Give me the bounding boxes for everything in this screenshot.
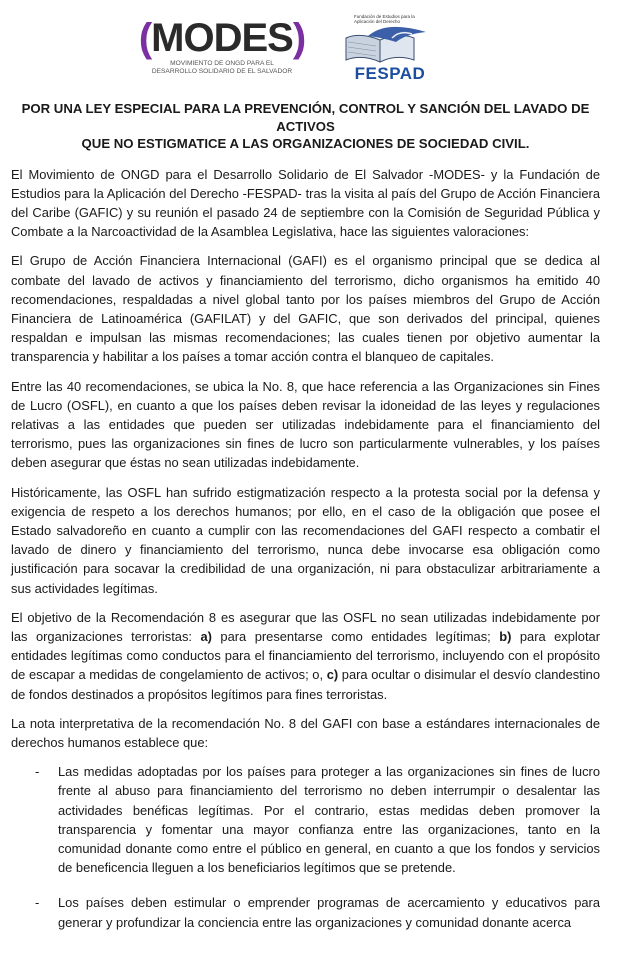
modes-logo	[138, 16, 306, 80]
bullet-text: Las medidas adoptadas por los países para proteger a las organizaciones sin fines de lucro frente al abuso para financiamiento del terrorismo no deben interrumpir o desalentar las actividades benéficas legítimas. Por el contrario, estas medidas deben promover la transparencia y fomentar una mayor confianza entre las organizaciones, tanto en la comunidad donante como entre el público en general, en cuanto a que los fondos y servicios de beneficencia lleguen a los beneficiarios legítimos que se pretende.	[58, 764, 600, 876]
bullet-dash: -	[35, 895, 40, 911]
fespad-tiny-text: Fundación de Estudios para la Aplicación del Derecho	[354, 14, 415, 24]
modes-subtitle: MOVIMIENTO DE ONGD PARA EL DESARROLLO SOLIDARIO DE EL SALVADOR	[151, 60, 293, 75]
logo-paren-left: (	[138, 16, 152, 60]
page-header	[0, 0, 621, 92]
modes-logo-text: MODES	[151, 16, 293, 60]
bullet-dash: -	[35, 764, 40, 780]
paragraph-interpretive-note: La nota interpretativa de la recomendación No. 8 del GAFI con base a estándares internacionales de derechos humanos establece que:	[11, 715, 600, 750]
paragraph-historical: Históricamente, las OSFL han sufrido estigmatización respecto a la protesta social por la defensa y exigencia de respeto a los derechos humanos; por ello, en el caso de la obligación que posee el Estado salvadoreño en cuanto a cumplir con las recomendaciones del GAFI respecto a combatir el lavado de dinero y financiamiento del terrorismo, nunca debe invocarse esa obligación como justificación para socavar la credibilidad de una organización, ni para obstaculizar arbitrariamente a sus actividades legítimas.	[11, 484, 600, 596]
document-title: POR UNA LEY ESPECIAL PARA LA PREVENCIÓN, CONTROL Y SANCIÓN DEL LAVADO DE ACTIVOS QUE NO ESTIGMATICE A LAS ORGANIZACIONES DE SOCIEDAD CIVIL.	[21, 101, 590, 151]
fespad-logo	[340, 12, 430, 84]
fespad-logo-text: FESPAD	[354, 64, 426, 83]
document-body	[11, 100, 600, 948]
paragraph-gafi: El Grupo de Acción Financiera Internacional (GAFI) es el organismo principal que se dedica al combate del lavado de activos y financiamiento del terrorismo, dicho organismos ha emitido 40 recomendaciones, respaldadas a nivel global tanto por los países miembros del Grupo de Acción Financiera de Latinoamérica (GAFILAT) y del GAFIC, que son derivados del principal, quienes respaldan e impulsan las mismas recomendaciones; las cuales tienen por objetivo aumentar la transparencia y habilitar a los países a tomar acción contra el blanqueo de capitales.	[11, 253, 600, 365]
paragraph-intro: El Movimiento de ONGD para el Desarrollo Solidario de El Salvador -MODES- y la Fundación de Estudios para la Aplicación del Derecho -FESPAD- tras la visita al país del Grupo de Acción Financiera del Caribe (GAFIC) y su reunión el pasado 24 de septiembre con la Comisión de Seguridad Pública y Combate a la Narcoactividad de la Asamblea Legislativa, hace las siguientes valoraciones:	[11, 166, 600, 240]
paragraph-recommendation-8: Entre las 40 recomendaciones, se ubica la No. 8, que hace referencia a las Organizaciones sin Fines de Lucro (OSFL), en cuanto a que los países deben revisar la idoneidad de las leyes y regulaciones relativas a las entidades que pueden ser utilizadas indebidamente para el financiamiento del terrorismo, pues las organizaciones sin fines de lucro son particularmente vulnerables, y los países deben asegurar que éstas no sean utilizadas indebidamente.	[11, 378, 600, 471]
logo-paren-right: )	[292, 16, 306, 60]
list-item	[11, 893, 600, 931]
paragraph-objective: El objetivo de la Recomendación 8 es asegurar que las OSFL no sean utilizadas indebidamente por las organizaciones terroristas: a) para presentarse como entidades legítimas; b) para explotar entidades legítimas como conductos para el financiamiento del terrorismo, incluyendo con el propósito de escapar a medidas de congelamiento de activos; o, c) para ocultar o disimular el desvío clandestino de fondos destinados a propósitos legítimos para fines terroristas.	[11, 609, 601, 702]
list-item	[11, 762, 600, 877]
bullet-text: Los países deben estimular o emprender programas de acercamiento y educativos para generar y profundizar la conciencia entre las organizaciones y comunidad donante acerca	[58, 895, 600, 930]
